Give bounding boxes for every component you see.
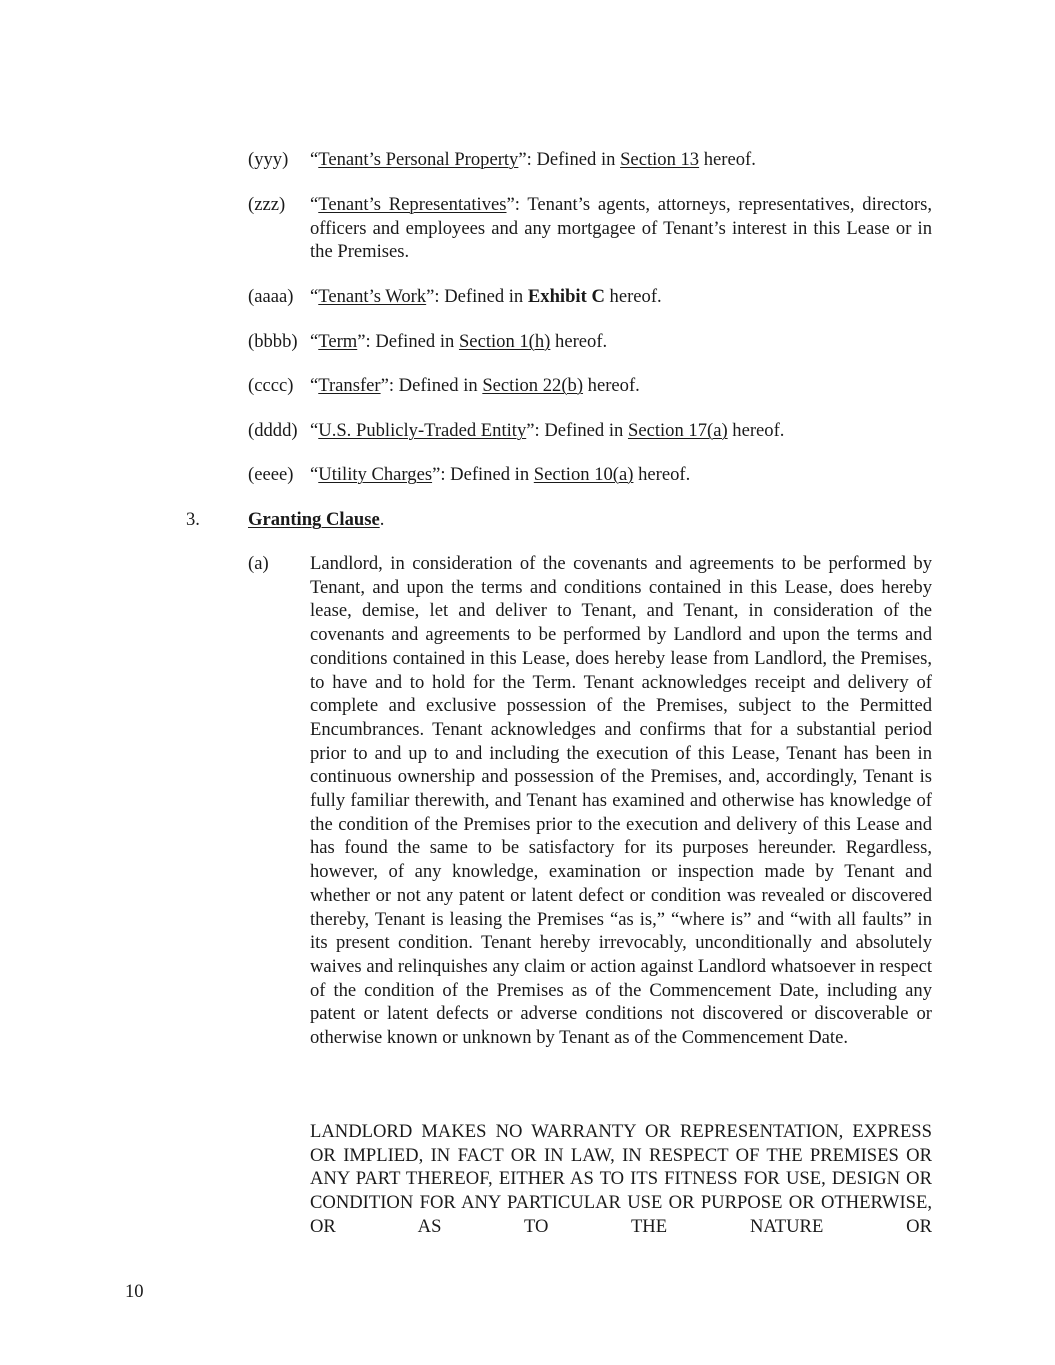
definition-text: Tenant’s agents, attorneys, representatives, directors, officers and employees and any mortgagee of Tenant’s interest in this Lease or in the Premises. bbox=[310, 194, 932, 263]
definition-label: (yyy) bbox=[248, 149, 289, 170]
section-title bbox=[248, 508, 384, 532]
section-reference: Section 10(a) bbox=[533, 464, 634, 485]
open-quote: “ bbox=[310, 149, 319, 170]
section-reference: Section 13 bbox=[620, 149, 700, 170]
definition-label: (bbbb) bbox=[248, 331, 298, 352]
definition-text: Defined in bbox=[544, 420, 628, 441]
definition-suffix: hereof. bbox=[550, 331, 608, 352]
defined-term: Utility Charges bbox=[318, 464, 433, 485]
section-reference: Section 22(b) bbox=[482, 375, 584, 396]
definition-suffix: hereof. bbox=[699, 149, 756, 170]
defined-term: Transfer bbox=[318, 375, 381, 396]
definition-item bbox=[248, 148, 932, 172]
definition-label: (zzz) bbox=[248, 194, 286, 215]
definition-body bbox=[310, 419, 932, 443]
definition-text: Defined in bbox=[444, 286, 528, 307]
definition-text: Defined in bbox=[536, 149, 621, 170]
close-quote: ”: bbox=[426, 286, 445, 307]
definition-label: (dddd) bbox=[248, 420, 298, 441]
open-quote: “ bbox=[310, 464, 319, 485]
open-quote: “ bbox=[310, 286, 319, 307]
section-title-punct: . bbox=[379, 509, 385, 530]
open-quote: “ bbox=[310, 194, 319, 215]
definition-body bbox=[310, 148, 932, 172]
section-number: 3. bbox=[186, 509, 200, 530]
close-quote: ”: bbox=[506, 194, 528, 215]
definition-body bbox=[310, 463, 932, 487]
definition-suffix: hereof. bbox=[633, 464, 691, 485]
section-title-text: Granting Clause bbox=[248, 509, 380, 530]
definition-body bbox=[310, 193, 932, 264]
defined-term: U.S. Publicly-Traded Entity bbox=[318, 420, 527, 441]
definition-body bbox=[310, 285, 932, 309]
defined-term: Tenant’s Work bbox=[318, 286, 427, 307]
page-number: 10 bbox=[125, 1281, 144, 1302]
disclaimer-paragraph: LANDLORD MAKES NO WARRANTY OR REPRESENTATION, EXPRESS OR IMPLIED, IN FACT OR IN LAW, IN RESPECT OF THE PREMISES OR ANY PART THEREOF, EITHER AS TO ITS FITNESS FOR USE, DESIGN OR CONDITION FOR ANY PARTICULAR USE OR PURPOSE OR OTHERWISE, OR AS TO THE NATURE OR bbox=[310, 1121, 932, 1237]
definition-item bbox=[248, 285, 932, 309]
section-reference: Section 17(a) bbox=[627, 420, 728, 441]
definition-label: (aaaa) bbox=[248, 286, 294, 307]
definition-item bbox=[248, 374, 932, 398]
exhibit-reference: Exhibit C bbox=[527, 286, 605, 307]
open-quote: “ bbox=[310, 420, 319, 441]
definition-item bbox=[248, 330, 932, 354]
definition-item bbox=[248, 193, 932, 264]
definition-item bbox=[248, 463, 932, 487]
defined-term: Tenant’s Personal Property bbox=[318, 149, 519, 170]
close-quote: ”: bbox=[357, 331, 376, 352]
clause-body: Landlord, in consideration of the covenants and agreements to be performed by Tenant, and upon the terms and conditions contained in this Lease, does hereby lease, demise, let and deliver to Tenant, and Tenant, in consideration of the covenants and agreements to be performed by Landlord and upon the terms and conditions contained in this Lease, does hereby lease from Landlord, the Premises, to have and to hold for the Term. Tenant acknowledges receipt and delivery of complete and exclusive possession of the Premises, subject to the Permitted Encumbrances. Tenant acknowledges and confirms that for a substantial period prior to and up to and including the execution of this Lease, Tenant has been in continuous ownership and possession of the Premises, and, accordingly, Tenant is fully familiar therewith, and Tenant has examined and otherwise has knowledge of the condition of the Premises prior to the execution and delivery of this Lease and has found the same to be satisfactory for its purposes hereunder. Regardless, however, of any knowledge, examination or inspection made by Tenant and whether or not any patent or latent defect or condition was revealed or discovered thereby, Tenant is leasing the Premises “as is,” “where is” and “with all faults” in its present condition. Tenant hereby irrevocably, unconditionally and absolutely waives and relinquishes any claim or action against Landlord whatsoever in respect of the condition of the Premises as of the Commencement Date, including any patent or latent defects or adverse conditions not discovered or discoverable or otherwise known or unknown by Tenant as of the Commencement Date. bbox=[310, 553, 932, 1049]
definition-text: Defined in bbox=[375, 331, 459, 352]
definition-label: (eeee) bbox=[248, 464, 294, 485]
definition-text: Defined in bbox=[398, 375, 483, 396]
open-quote: “ bbox=[310, 331, 319, 352]
definition-label: (cccc) bbox=[248, 375, 294, 396]
defined-term: Tenant’s Representatives bbox=[318, 194, 507, 215]
close-quote: ”: bbox=[518, 149, 537, 170]
definition-suffix: hereof. bbox=[583, 375, 640, 396]
definition-suffix: hereof. bbox=[727, 420, 785, 441]
open-quote: “ bbox=[310, 375, 319, 396]
defined-term: Term bbox=[318, 331, 358, 352]
clause-a bbox=[248, 552, 932, 1050]
definition-text: Defined in bbox=[450, 464, 534, 485]
definition-body bbox=[310, 374, 932, 398]
section-reference: Section 1(h) bbox=[458, 331, 551, 352]
definition-body bbox=[310, 330, 932, 354]
close-quote: ”: bbox=[526, 420, 545, 441]
definition-item bbox=[248, 419, 932, 443]
close-quote: ”: bbox=[432, 464, 451, 485]
close-quote: ”: bbox=[380, 375, 399, 396]
clause-label: (a) bbox=[248, 553, 269, 574]
definition-suffix: hereof. bbox=[604, 286, 662, 307]
